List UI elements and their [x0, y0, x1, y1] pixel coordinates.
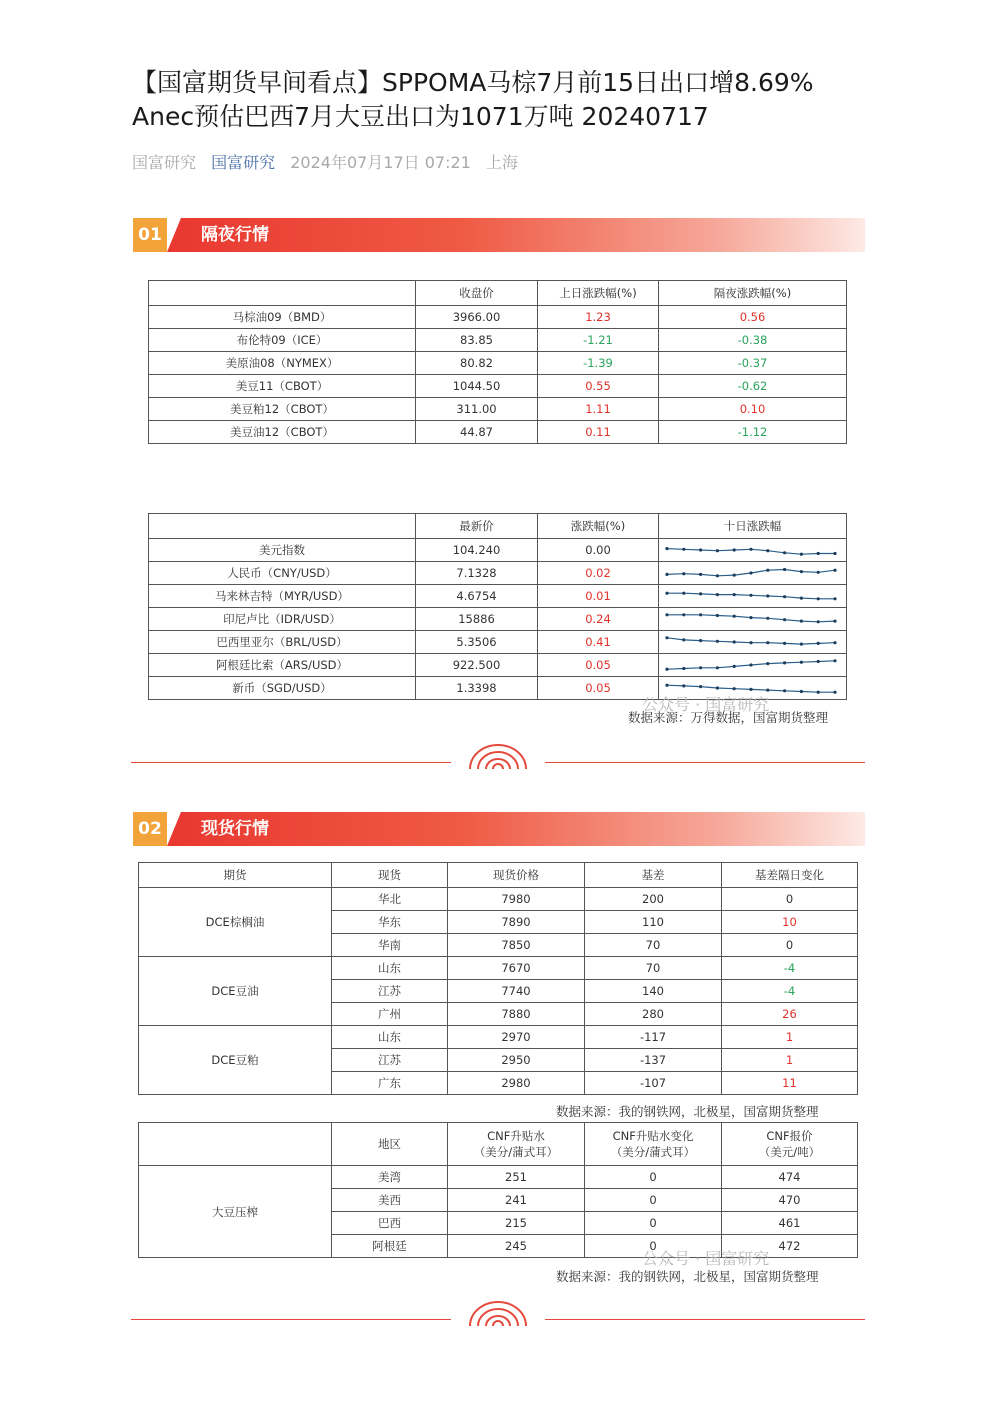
basis-change: -4 [722, 957, 858, 980]
crush-group-name: 大豆压榨 [139, 1166, 332, 1258]
column-header: 现货 [332, 863, 448, 888]
instrument-name: 布伦特09（ICE） [149, 329, 416, 352]
ten-day-trend-cell [659, 585, 847, 608]
data-source-note: 数据来源：我的钢铁网，北极星，国富期货整理 [556, 1269, 819, 1284]
spot-price: 7740 [448, 980, 585, 1003]
section-number: 02 [133, 812, 167, 846]
cnf-quote: 472 [722, 1235, 858, 1258]
sparkline-point [665, 592, 668, 595]
change-percent: 0.00 [538, 539, 659, 562]
table-header-row [139, 863, 858, 888]
table-row [149, 375, 847, 398]
watermark: 公众号 · 国富研究 [642, 1249, 770, 1268]
overnight-table [148, 280, 847, 444]
spot-region: 江苏 [332, 980, 448, 1003]
spot-region: 华东 [332, 911, 448, 934]
sparkline-point [699, 685, 702, 688]
sparkline-point [716, 614, 719, 617]
basis-value: 110 [585, 911, 722, 934]
basis-change: 1 [722, 1026, 858, 1049]
latest-price: 4.6754 [416, 585, 538, 608]
basis-change: 10 [722, 911, 858, 934]
column-header: 现货价格 [448, 863, 585, 888]
spot-price: 2980 [448, 1072, 585, 1095]
day-change: 1.11 [538, 398, 659, 421]
column-header [149, 281, 416, 306]
sparkline-point [817, 691, 820, 694]
sparkline-point [833, 597, 836, 600]
currency-name: 马来林吉特（MYR/USD） [149, 585, 416, 608]
column-header: 十日涨跌幅 [659, 514, 847, 539]
sparkline-point [817, 642, 820, 645]
column-header: 涨跌幅(%) [538, 514, 659, 539]
spot-price: 2950 [448, 1049, 585, 1072]
basis-value: 280 [585, 1003, 722, 1026]
sparkline-point [716, 549, 719, 552]
table-row [139, 1026, 858, 1049]
sparkline-point [716, 593, 719, 596]
currency-name: 印尼卢比（IDR/USD） [149, 608, 416, 631]
origin-region: 美西 [332, 1189, 448, 1212]
author-link[interactable]: 国富研究 [211, 153, 276, 172]
sparkline-point [665, 668, 668, 671]
close-price: 80.82 [416, 352, 538, 375]
spot-region: 广州 [332, 1003, 448, 1026]
sparkline-point [682, 684, 685, 687]
table-row [139, 957, 858, 980]
column-header: CNF报价 （美元/吨） [722, 1123, 858, 1166]
column-header: 基差 [585, 863, 722, 888]
sparkline-point [682, 592, 685, 595]
basis-value: -107 [585, 1072, 722, 1095]
instrument-name: 美原油08（NYMEX） [149, 352, 416, 375]
spot-price: 2970 [448, 1026, 585, 1049]
divider-line [545, 762, 865, 763]
column-header: 最新价 [416, 514, 538, 539]
latest-price: 7.1328 [416, 562, 538, 585]
basis-change: 0 [722, 888, 858, 911]
night-change: -1.12 [659, 421, 847, 444]
sparkline-point [817, 660, 820, 663]
table-row [149, 654, 847, 677]
day-change: 0.11 [538, 421, 659, 444]
change-percent: 0.01 [538, 585, 659, 608]
sparkline-point [749, 641, 752, 644]
cnf-premium: 241 [448, 1189, 585, 1212]
instrument-name: 马棕油09（BMD） [149, 306, 416, 329]
data-source-note: 数据来源：万得数据，国富期货整理 [628, 710, 829, 725]
sparkline-point [733, 687, 736, 690]
sparkline-point [800, 620, 803, 623]
section-title: 现货行情 [201, 819, 269, 839]
day-change: -1.39 [538, 352, 659, 375]
change-percent: 0.05 [538, 677, 659, 700]
sparkline-point [783, 551, 786, 554]
sparkline-point [800, 661, 803, 664]
basis-change: 1 [722, 1049, 858, 1072]
sparkline-chart [659, 656, 843, 674]
sparkline-point [833, 659, 836, 662]
cnf-premium: 215 [448, 1212, 585, 1235]
sparkline-point [665, 547, 668, 550]
table-header-row [149, 281, 847, 306]
futures-group-name: DCE豆粕 [139, 1026, 332, 1095]
cloud-ornament-icon [466, 1299, 530, 1327]
night-change: -0.62 [659, 375, 847, 398]
data-source-note: 数据来源：我的钢铁网，北极星，国富期货整理 [556, 1104, 819, 1119]
latest-price: 5.3506 [416, 631, 538, 654]
sparkline-point [716, 686, 719, 689]
table-row [149, 306, 847, 329]
sparkline-point [766, 617, 769, 620]
section-title: 隔夜行情 [201, 225, 269, 245]
section-header-spot [133, 812, 865, 846]
basis-value: 70 [585, 934, 722, 957]
spot-region: 山东 [332, 1026, 448, 1049]
table-row [149, 421, 847, 444]
sparkline-point [766, 569, 769, 572]
close-price: 311.00 [416, 398, 538, 421]
sparkline-point [749, 548, 752, 551]
sparkline-point [682, 548, 685, 551]
sparkline-point [699, 592, 702, 595]
close-price: 83.85 [416, 329, 538, 352]
sparkline-point [833, 641, 836, 644]
basis-value: 200 [585, 888, 722, 911]
crush-table [138, 1122, 858, 1258]
table-row [149, 352, 847, 375]
currency-name: 巴西里亚尔（BRL/USD） [149, 631, 416, 654]
ten-day-trend-cell [659, 539, 847, 562]
futures-group-name: DCE豆油 [139, 957, 332, 1026]
sparkline-point [682, 613, 685, 616]
sparkline-chart [659, 610, 843, 628]
day-change: -1.21 [538, 329, 659, 352]
table-header-row [149, 514, 847, 539]
basis-value: -137 [585, 1049, 722, 1072]
sparkline-point [817, 597, 820, 600]
basis-change: 0 [722, 934, 858, 957]
sparkline-point [783, 618, 786, 621]
sparkline-point [733, 574, 736, 577]
night-change: 0.56 [659, 306, 847, 329]
instrument-name: 美豆油12（CBOT） [149, 421, 416, 444]
table-row [149, 539, 847, 562]
sparkline-point [749, 688, 752, 691]
sparkline-point [833, 552, 836, 555]
table-row [149, 329, 847, 352]
sparkline-point [733, 615, 736, 618]
currency-name: 美元指数 [149, 539, 416, 562]
change-percent: 0.41 [538, 631, 659, 654]
sparkline-point [665, 613, 668, 616]
sparkline-point [665, 573, 668, 576]
currency-name: 人民币（CNY/USD） [149, 562, 416, 585]
basis-value: -117 [585, 1026, 722, 1049]
sparkline-point [699, 666, 702, 669]
sparkline-point [699, 613, 702, 616]
watermark: 公众号 · 国富研究 [642, 695, 770, 714]
sparkline-point [783, 642, 786, 645]
cnf-premium-change: 0 [585, 1212, 722, 1235]
spot-region: 广东 [332, 1072, 448, 1095]
close-price: 1044.50 [416, 375, 538, 398]
currency-name: 阿根廷比索（ARS/USD） [149, 654, 416, 677]
table-row [149, 398, 847, 421]
sparkline-point [783, 689, 786, 692]
basis-change: -4 [722, 980, 858, 1003]
sparkline-point [682, 667, 685, 670]
article-title: 【国富期货早间看点】SPPOMA马棕7月前15日出口增8.69% Anec预估巴西7月大豆出口为1071万吨 20240717 [132, 68, 814, 131]
sparkline-point [800, 643, 803, 646]
sparkline-point [783, 595, 786, 598]
sparkline-point [716, 666, 719, 669]
sparkline-point [800, 553, 803, 556]
ten-day-trend-cell [659, 631, 847, 654]
spot-price: 7670 [448, 957, 585, 980]
fx-table [148, 513, 847, 700]
sparkline-point [749, 594, 752, 597]
latest-price: 922.500 [416, 654, 538, 677]
sparkline-point [833, 569, 836, 572]
sparkline-point [682, 572, 685, 575]
column-header: 隔夜涨跌幅(%) [659, 281, 847, 306]
sparkline-point [766, 549, 769, 552]
sparkline-point [833, 620, 836, 623]
latest-price: 104.240 [416, 539, 538, 562]
sparkline-point [749, 571, 752, 574]
cnf-premium: 251 [448, 1166, 585, 1189]
table-row [139, 1166, 858, 1189]
sparkline-point [817, 552, 820, 555]
change-percent: 0.24 [538, 608, 659, 631]
column-header: 上日涨跌幅(%) [538, 281, 659, 306]
sparkline-point [699, 639, 702, 642]
change-percent: 0.02 [538, 562, 659, 585]
table-row [149, 562, 847, 585]
night-change: -0.37 [659, 352, 847, 375]
cnf-quote: 470 [722, 1189, 858, 1212]
sparkline-point [766, 662, 769, 665]
origin-region: 美湾 [332, 1166, 448, 1189]
divider-line [545, 1319, 865, 1320]
table-row [149, 631, 847, 654]
ten-day-trend-cell [659, 608, 847, 631]
sparkline-point [733, 593, 736, 596]
table-header-row [139, 1123, 858, 1166]
cnf-premium-change: 0 [585, 1189, 722, 1212]
sparkline-point [800, 597, 803, 600]
spot-price: 7850 [448, 934, 585, 957]
source-name: 国富研究 [132, 153, 197, 172]
sparkline-point [716, 640, 719, 643]
basis-value: 140 [585, 980, 722, 1003]
column-header: 地区 [332, 1123, 448, 1166]
instrument-name: 美豆粕12（CBOT） [149, 398, 416, 421]
instrument-name: 美豆11（CBOT） [149, 375, 416, 398]
sparkline-chart [659, 633, 843, 651]
publish-location: 上海 [485, 153, 518, 172]
currency-name: 新币（SGD/USD） [149, 677, 416, 700]
sparkline-point [682, 638, 685, 641]
sparkline-chart [659, 564, 843, 582]
origin-region: 阿根廷 [332, 1235, 448, 1258]
sparkline-point [733, 665, 736, 668]
day-change: 1.23 [538, 306, 659, 329]
sparkline-chart [659, 541, 843, 559]
sparkline-point [733, 640, 736, 643]
night-change: 0.10 [659, 398, 847, 421]
sparkline-point [665, 636, 668, 639]
sparkline-chart [659, 587, 843, 605]
divider-line [131, 1319, 451, 1320]
basis-change: 26 [722, 1003, 858, 1026]
column-header [139, 1123, 332, 1166]
sparkline-point [800, 570, 803, 573]
column-header: 收盘价 [416, 281, 538, 306]
column-header: 期货 [139, 863, 332, 888]
column-header [149, 514, 416, 539]
sparkline-point [749, 616, 752, 619]
spot-region: 华北 [332, 888, 448, 911]
sparkline-point [665, 684, 668, 687]
spot-price: 7880 [448, 1003, 585, 1026]
night-change: -0.38 [659, 329, 847, 352]
spot-region: 山东 [332, 957, 448, 980]
cnf-premium-change: 0 [585, 1235, 722, 1258]
ten-day-trend-cell [659, 654, 847, 677]
spot-region: 华南 [332, 934, 448, 957]
spot-table [138, 862, 858, 1095]
article-meta [132, 150, 528, 173]
sparkline-point [733, 548, 736, 551]
spot-region: 江苏 [332, 1049, 448, 1072]
sparkline-point [766, 641, 769, 644]
sparkline-point [699, 548, 702, 551]
sparkline-point [800, 690, 803, 693]
day-change: 0.55 [538, 375, 659, 398]
column-header: CNF升贴水 （美分/蒲式耳） [448, 1123, 585, 1166]
latest-price: 15886 [416, 608, 538, 631]
spot-price: 7890 [448, 911, 585, 934]
cnf-quote: 461 [722, 1212, 858, 1235]
futures-group-name: DCE棕榈油 [139, 888, 332, 957]
sparkline-point [817, 571, 820, 574]
publish-datetime: 2024年07月17日 07:21 [290, 153, 471, 172]
latest-price: 1.3398 [416, 677, 538, 700]
cloud-ornament-icon [466, 742, 530, 770]
spot-price: 7980 [448, 888, 585, 911]
sparkline-point [749, 663, 752, 666]
basis-change: 11 [722, 1072, 858, 1095]
sparkline-point [783, 568, 786, 571]
sparkline-point [833, 691, 836, 694]
section-number: 01 [133, 218, 167, 252]
sparkline-point [699, 573, 702, 576]
sparkline-point [783, 661, 786, 664]
sparkline-point [817, 620, 820, 623]
column-header: CNF升贴水变化 （美分/蒲式耳） [585, 1123, 722, 1166]
close-price: 3966.00 [416, 306, 538, 329]
basis-value: 70 [585, 957, 722, 980]
table-row [149, 585, 847, 608]
cnf-premium-change: 0 [585, 1166, 722, 1189]
ten-day-trend-cell [659, 562, 847, 585]
cnf-premium: 245 [448, 1235, 585, 1258]
column-header: 基差隔日变化 [722, 863, 858, 888]
change-percent: 0.05 [538, 654, 659, 677]
close-price: 44.87 [416, 421, 538, 444]
sparkline-point [766, 594, 769, 597]
cnf-quote: 474 [722, 1166, 858, 1189]
section-header-overnight [133, 218, 865, 252]
divider-line [131, 762, 451, 763]
table-row [149, 608, 847, 631]
sparkline-point [716, 574, 719, 577]
origin-region: 巴西 [332, 1212, 448, 1235]
table-row [139, 888, 858, 911]
